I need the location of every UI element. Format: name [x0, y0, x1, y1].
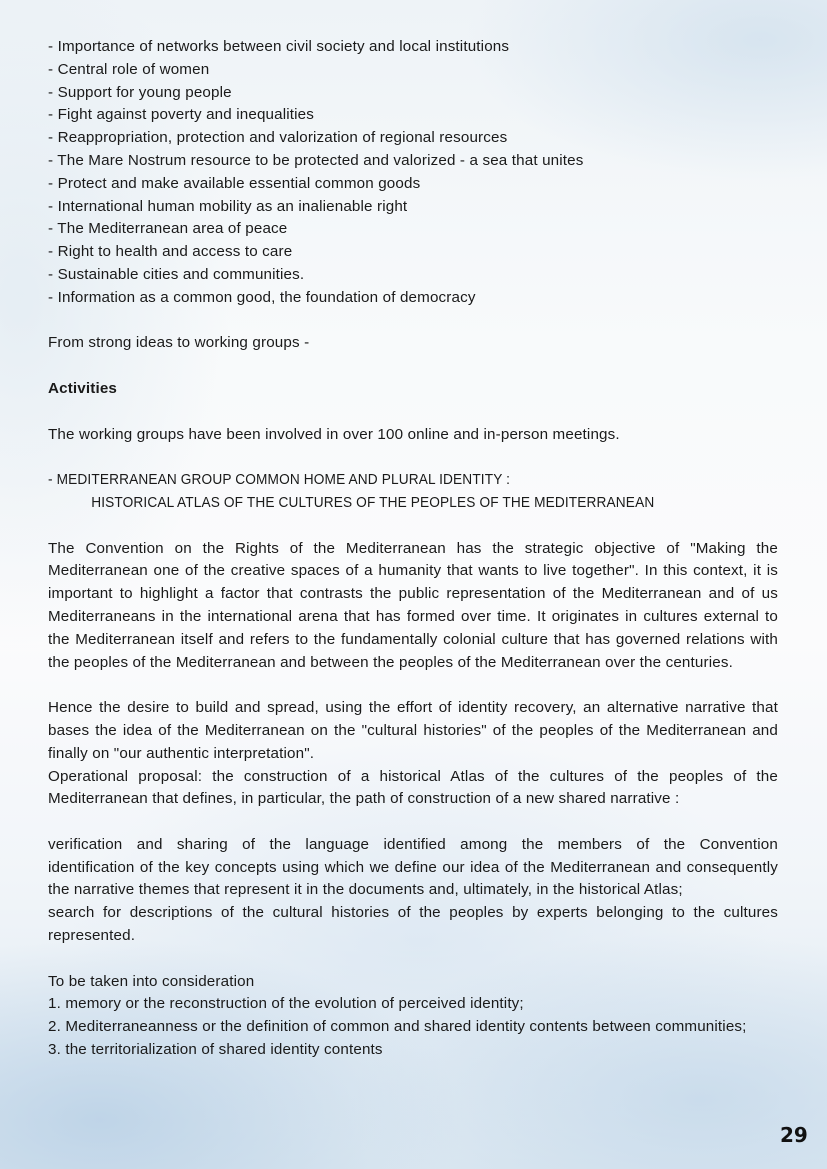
consideration-item: 3. the territorialization of shared identity contents: [48, 1041, 383, 1059]
step-item: verification and sharing of the language identified among the members of the Convention: [48, 835, 778, 853]
page-content: [48, 36, 778, 1062]
transition-text: From strong ideas to working groups -: [48, 334, 310, 352]
bullet-item: - Protect and make available essential common goods: [48, 174, 421, 192]
step-item: identification of the key concepts using which we define our idea of the Mediterranean and consequently the narrative themes that represent it in the documents and, ultimately, in the historical Atlas;: [48, 858, 778, 899]
bullet-item: - The Mare Nostrum resource to be protected and valorized - a sea that unites: [48, 151, 584, 169]
paragraph-alternative-narrative: Hence the desire to build and spread, using the effort of identity recovery, an alternative narrative that bases the idea of the Mediterranean on the "cultural histories" of the peoples of the Mediterranean and finally on "our authentic interpretation".: [48, 699, 778, 762]
consideration-item: 1. memory or the reconstruction of the evolution of perceived identity;: [48, 995, 524, 1013]
bullet-item: - Fight against poverty and inequalities: [48, 106, 315, 124]
step-item: search for descriptions of the cultural histories of the peoples by experts belonging to the cultures represented.: [48, 904, 778, 945]
bullet-item: - Sustainable cities and communities.: [48, 265, 305, 283]
consideration-item: 2. Mediterraneanness or the definition of common and shared identity contents between communities;: [48, 1018, 747, 1036]
bullet-item: - Information as a common good, the foundation of democracy: [48, 288, 476, 306]
paragraph-operational-proposal: Operational proposal: the construction of a historical Atlas of the cultures of the peoples of the Mediterranean that defines, in particular, the path of construction of a new shared narrative :: [48, 767, 778, 808]
bullet-list: [48, 36, 778, 310]
bullet-item: - International human mobility as an inalienable right: [48, 197, 408, 215]
bullet-item: - Right to health and access to care: [48, 243, 293, 261]
activities-heading: Activities: [48, 379, 118, 397]
bullet-item: - Importance of networks between civil society and local institutions: [48, 38, 510, 55]
group-subtitle: HISTORICAL ATLAS OF THE CULTURES OF THE PEOPLES OF THE MEDITERRANEAN: [91, 493, 655, 511]
bullet-item: - Reappropriation, protection and valorization of regional resources: [48, 129, 508, 147]
bullet-item: - The Mediterranean area of peace: [48, 220, 288, 238]
bullet-item: - Support for young people: [48, 83, 232, 101]
group-title: - MEDITERRANEAN GROUP COMMON HOME AND PLURAL IDENTITY :: [48, 471, 511, 489]
consideration-heading: To be taken into consideration: [48, 972, 255, 990]
paragraph-objective: The Convention on the Rights of the Mediterranean has the strategic objective of "Making the Mediterranean one of the creative spaces of a humanity that wants to live together". In this context, it is important to highlight a factor that contrasts the public representation of the Mediterranean and of us Mediterraneans in the international arena that has formed over time. It originates in cultures external to the Mediterranean itself and refers to the fundamentally colonial culture that has governed relations with the peoples of the Mediterranean and between the peoples of the Mediterranean over the centuries.: [48, 539, 778, 671]
bullet-item: - Central role of women: [48, 60, 210, 78]
activities-intro: The working groups have been involved in over 100 online and in-person meetings.: [48, 425, 620, 443]
page-number: 29: [780, 1123, 808, 1147]
